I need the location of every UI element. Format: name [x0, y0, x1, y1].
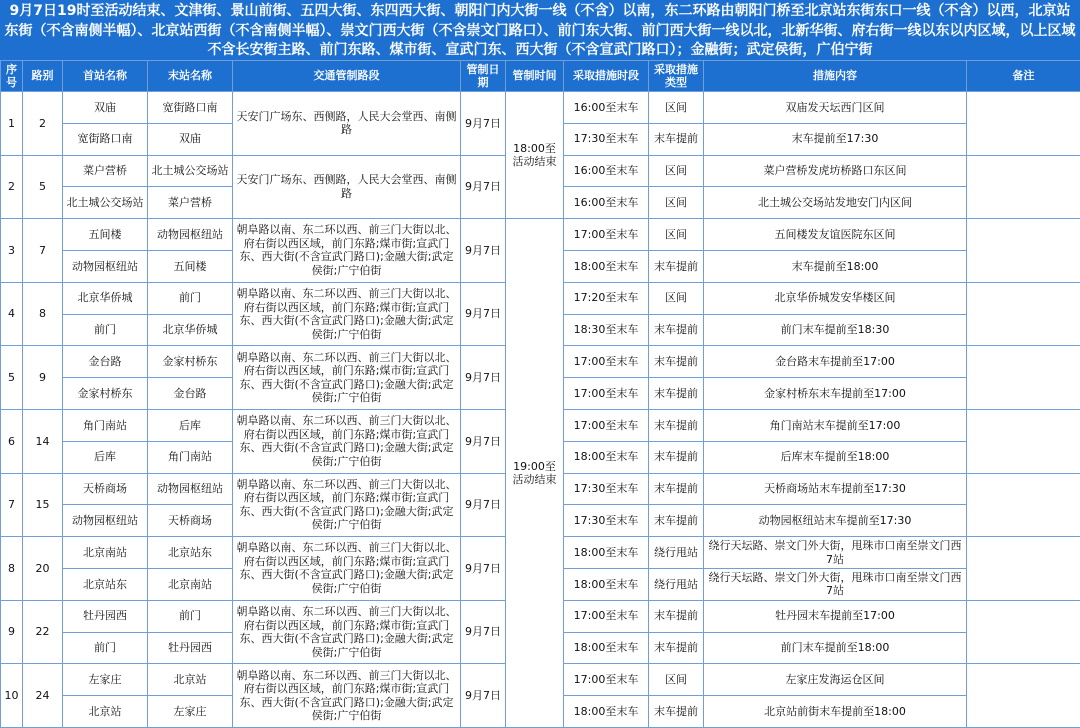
control-date-cell: 9月7日 — [461, 155, 506, 219]
first-stop-cell: 宽街路口南 — [63, 123, 148, 155]
control-section-text: 朝阜路以南、东二环以西、前三门大街以北、府右街以西区域，前门东路;煤市街;宣武门东、西大街(不含宣武门路口);金融大街;武定侯街;广宁伯街 — [235, 223, 458, 277]
table-row — [1, 92, 1080, 124]
measure-type-cell: 区间 — [649, 219, 704, 251]
measure-type-cell: 区间 — [649, 187, 704, 219]
first-stop-cell: 菜户营桥 — [63, 155, 148, 187]
first-stop-cell: 角门南站 — [63, 409, 148, 441]
last-stop-cell: 双庙 — [148, 123, 233, 155]
control-section-cell — [233, 409, 461, 473]
measure-type-cell: 区间 — [649, 155, 704, 187]
period-cell: 16:00至末车 — [564, 92, 649, 124]
measure-content-cell: 前门末车提前至18:30 — [704, 314, 967, 346]
first-stop-cell: 双庙 — [63, 92, 148, 124]
last-stop-cell: 牡丹园西 — [148, 632, 233, 664]
first-stop-cell: 后库 — [63, 441, 148, 473]
control-section-text: 天安门广场东、西侧路，人民大会堂西、南侧路 — [235, 173, 458, 200]
control-time-cell: 19:00至活动结束 — [506, 219, 564, 728]
seq-cell: 5 — [1, 346, 23, 410]
control-section-cell — [233, 473, 461, 537]
remark-cell — [967, 282, 1080, 346]
measure-type-cell: 末车提前 — [649, 123, 704, 155]
remark-cell — [967, 92, 1080, 156]
route-number-cell: 7 — [23, 219, 63, 283]
header-measure-type: 采取措施类型 — [649, 61, 704, 92]
header-route: 路别 — [23, 61, 63, 92]
control-section-text: 朝阜路以南、东二环以西、前三门大街以北、府右街以西区域，前门东路;煤市街;宣武门东、西大街(不含宣武门路口);金融大街;武定侯街;广宁伯街 — [235, 541, 458, 595]
seq-cell: 4 — [1, 282, 23, 346]
measure-content-cell: 五间楼发友谊医院东区间 — [704, 219, 967, 251]
control-section-cell — [233, 346, 461, 410]
header-seq: 序号 — [1, 61, 23, 92]
last-stop-cell: 北京站 — [148, 664, 233, 696]
seq-cell: 9 — [1, 600, 23, 664]
first-stop-cell: 北京南站 — [63, 537, 148, 569]
measure-type-cell: 区间 — [649, 664, 704, 696]
control-section-cell — [233, 219, 461, 283]
period-cell: 18:00至末车 — [564, 568, 649, 600]
remark-cell — [967, 409, 1080, 473]
control-time-cell: 18:00至活动结束 — [506, 92, 564, 219]
last-stop-cell: 前门 — [148, 282, 233, 314]
first-stop-cell: 金家村桥东 — [63, 378, 148, 410]
period-cell: 17:30至末车 — [564, 123, 649, 155]
measure-content-cell: 前门末车提前至18:00 — [704, 632, 967, 664]
control-section-cell — [233, 664, 461, 728]
route-number-cell: 24 — [23, 664, 63, 728]
control-section-cell — [233, 282, 461, 346]
measure-content-cell: 牡丹园末车提前至17:00 — [704, 600, 967, 632]
control-section-text: 朝阜路以南、东二环以西、前三门大街以北、府右街以西区域，前门东路;煤市街;宣武门东、西大街(不含宣武门路口);金融大街;武定侯街;广宁伯街 — [235, 605, 458, 659]
control-date-cell: 9月7日 — [461, 346, 506, 410]
route-number-cell: 14 — [23, 409, 63, 473]
seq-cell: 6 — [1, 409, 23, 473]
remark-cell — [967, 219, 1080, 283]
first-stop-cell: 金台路 — [63, 346, 148, 378]
measure-content-cell: 动物园枢纽站末车提前至17:30 — [704, 505, 967, 537]
measure-content-cell: 天桥商场站末车提前至17:30 — [704, 473, 967, 505]
measure-type-cell: 末车提前 — [649, 346, 704, 378]
header-period: 采取措施时段 — [564, 61, 649, 92]
control-section-text: 朝阜路以南、东二环以西、前三门大街以北、府右街以西区域，前门东路;煤市街;宣武门东、西大街(不含宣武门路口);金融大街;武定侯街;广宁伯街 — [235, 414, 458, 468]
period-cell: 18:00至末车 — [564, 250, 649, 282]
route-number-cell: 15 — [23, 473, 63, 537]
measure-content-cell: 北土城公交场站发地安门内区间 — [704, 187, 967, 219]
measure-content-cell: 角门南站末车提前至17:00 — [704, 409, 967, 441]
last-stop-cell: 动物园枢纽站 — [148, 219, 233, 251]
measure-type-cell: 区间 — [649, 92, 704, 124]
control-section-cell — [233, 92, 461, 156]
seq-cell: 2 — [1, 155, 23, 219]
route-number-cell: 5 — [23, 155, 63, 219]
seq-cell: 1 — [1, 92, 23, 156]
measure-content-cell: 绕行天坛路、崇文门外大街，甩珠市口南至崇文门西7站 — [704, 537, 967, 569]
remark-cell — [967, 155, 1080, 219]
route-number-cell: 2 — [23, 92, 63, 156]
control-date-cell: 9月7日 — [461, 282, 506, 346]
first-stop-cell: 牡丹园西 — [63, 600, 148, 632]
header-section: 交通管制路段 — [233, 61, 461, 92]
measure-type-cell: 末车提前 — [649, 378, 704, 410]
period-cell: 18:00至末车 — [564, 632, 649, 664]
seq-cell: 8 — [1, 537, 23, 601]
period-cell: 16:00至末车 — [564, 187, 649, 219]
control-section-cell — [233, 155, 461, 219]
last-stop-cell: 角门南站 — [148, 441, 233, 473]
measure-type-cell: 末车提前 — [649, 600, 704, 632]
measure-content-cell: 左家庄发海运仓区间 — [704, 664, 967, 696]
period-cell: 17:30至末车 — [564, 505, 649, 537]
control-date-cell: 9月7日 — [461, 600, 506, 664]
measure-type-cell: 末车提前 — [649, 314, 704, 346]
control-section-cell — [233, 537, 461, 601]
last-stop-cell: 左家庄 — [148, 696, 233, 728]
table-body — [1, 92, 1080, 728]
period-cell: 17:30至末车 — [564, 473, 649, 505]
control-section-text: 朝阜路以南、东二环以西、前三门大街以北、府右街以西区域，前门东路;煤市街;宣武门东、西大街(不含宣武门路口);金融大街;武定侯街;广宁伯街 — [235, 287, 458, 341]
last-stop-cell: 天桥商场 — [148, 505, 233, 537]
period-cell: 18:00至末车 — [564, 537, 649, 569]
header-time: 管制时间 — [506, 61, 564, 92]
control-date-cell: 9月7日 — [461, 92, 506, 156]
measure-type-cell: 绕行甩站 — [649, 568, 704, 600]
remark-cell — [967, 346, 1080, 410]
measure-content-cell: 末车提前至17:30 — [704, 123, 967, 155]
last-stop-cell: 宽街路口南 — [148, 92, 233, 124]
header-row — [1, 61, 1080, 92]
measure-content-cell: 金家村桥东末车提前至17:00 — [704, 378, 967, 410]
first-stop-cell: 北京站东 — [63, 568, 148, 600]
header-last-stop: 末站名称 — [148, 61, 233, 92]
period-cell: 17:20至末车 — [564, 282, 649, 314]
route-number-cell: 9 — [23, 346, 63, 410]
measure-type-cell: 末车提前 — [649, 473, 704, 505]
last-stop-cell: 金台路 — [148, 378, 233, 410]
period-cell: 17:00至末车 — [564, 600, 649, 632]
measure-type-cell: 末车提前 — [649, 441, 704, 473]
remark-cell — [967, 473, 1080, 537]
measure-content-cell: 北京华侨城发安华楼区间 — [704, 282, 967, 314]
route-number-cell: 22 — [23, 600, 63, 664]
first-stop-cell: 天桥商场 — [63, 473, 148, 505]
period-cell: 17:00至末车 — [564, 664, 649, 696]
control-section-cell — [233, 600, 461, 664]
last-stop-cell: 北京站东 — [148, 537, 233, 569]
first-stop-cell: 动物园枢纽站 — [63, 250, 148, 282]
seq-cell: 7 — [1, 473, 23, 537]
first-stop-cell: 北京华侨城 — [63, 282, 148, 314]
remark-cell — [967, 537, 1080, 601]
last-stop-cell: 动物园枢纽站 — [148, 473, 233, 505]
period-cell: 17:00至末车 — [564, 378, 649, 410]
measure-type-cell: 末车提前 — [649, 696, 704, 728]
first-stop-cell: 北土城公交场站 — [63, 187, 148, 219]
route-number-cell: 8 — [23, 282, 63, 346]
measure-content-cell: 菜户营桥发虎坊桥路口东区间 — [704, 155, 967, 187]
period-cell: 17:00至末车 — [564, 219, 649, 251]
last-stop-cell: 菜户营桥 — [148, 187, 233, 219]
last-stop-cell: 前门 — [148, 600, 233, 632]
last-stop-cell: 北京华侨城 — [148, 314, 233, 346]
measure-type-cell: 末车提前 — [649, 632, 704, 664]
measure-content-cell: 绕行天坛路、崇文门外大街，甩珠市口南至崇文门西7站 — [704, 568, 967, 600]
period-cell: 18:30至末车 — [564, 314, 649, 346]
period-cell: 18:00至末车 — [564, 441, 649, 473]
measure-content-cell: 后库末车提前至18:00 — [704, 441, 967, 473]
last-stop-cell: 北京南站 — [148, 568, 233, 600]
period-cell: 16:00至末车 — [564, 155, 649, 187]
first-stop-cell: 动物园枢纽站 — [63, 505, 148, 537]
period-cell: 18:00至末车 — [564, 696, 649, 728]
traffic-control-table — [0, 60, 1080, 728]
seq-cell: 10 — [1, 664, 23, 728]
remark-cell — [967, 664, 1080, 728]
control-date-cell: 9月7日 — [461, 409, 506, 473]
route-number-cell: 20 — [23, 537, 63, 601]
measure-content-cell: 末车提前至18:00 — [704, 250, 967, 282]
control-section-text: 朝阜路以南、东二环以西、前三门大街以北、府右街以西区域，前门东路;煤市街;宣武门东、西大街(不含宣武门路口);金融大街;武定侯街;广宁伯街 — [235, 669, 458, 723]
measure-type-cell: 绕行甩站 — [649, 537, 704, 569]
first-stop-cell: 五间楼 — [63, 219, 148, 251]
control-date-cell: 9月7日 — [461, 219, 506, 283]
control-section-text: 朝阜路以南、东二环以西、前三门大街以北、府右街以西区域，前门东路;煤市街;宣武门东、西大街(不含宣武门路口);金融大街;武定侯街;广宁伯街 — [235, 478, 458, 532]
measure-type-cell: 末车提前 — [649, 409, 704, 441]
remark-cell — [967, 600, 1080, 664]
header-date: 管制日期 — [461, 61, 506, 92]
measure-content-cell: 双庙发天坛西门区间 — [704, 92, 967, 124]
control-date-cell: 9月7日 — [461, 537, 506, 601]
header-remark: 备注 — [967, 61, 1080, 92]
measure-type-cell: 末车提前 — [649, 250, 704, 282]
last-stop-cell: 五间楼 — [148, 250, 233, 282]
table-row — [1, 219, 1080, 251]
control-section-text: 朝阜路以南、东二环以西、前三门大街以北、府右街以西区域，前门东路;煤市街;宣武门东、西大街(不含宣武门路口);金融大街;武定侯街;广宁伯街 — [235, 351, 458, 405]
last-stop-cell: 后库 — [148, 409, 233, 441]
last-stop-cell: 北土城公交场站 — [148, 155, 233, 187]
first-stop-cell: 前门 — [63, 632, 148, 664]
first-stop-cell: 左家庄 — [63, 664, 148, 696]
measure-content-cell: 金台路末车提前至17:00 — [704, 346, 967, 378]
first-stop-cell: 北京站 — [63, 696, 148, 728]
seq-cell: 3 — [1, 219, 23, 283]
measure-content-cell: 北京站前街末车提前至18:00 — [704, 696, 967, 728]
first-stop-cell: 前门 — [63, 314, 148, 346]
control-section-text: 天安门广场东、西侧路，人民大会堂西、南侧路 — [235, 110, 458, 137]
measure-type-cell: 末车提前 — [649, 505, 704, 537]
period-cell: 17:00至末车 — [564, 409, 649, 441]
control-date-cell: 9月7日 — [461, 473, 506, 537]
period-cell: 17:00至末车 — [564, 346, 649, 378]
measure-type-cell: 区间 — [649, 282, 704, 314]
header-first-stop: 首站名称 — [63, 61, 148, 92]
header-measure-content: 措施内容 — [704, 61, 967, 92]
last-stop-cell: 金家村桥东 — [148, 346, 233, 378]
control-date-cell: 9月7日 — [461, 664, 506, 728]
notice-banner: 9月7日19时至活动结束、文津街、景山前街、五四大街、东四西大街、朝阳门内大街一线（不含）以南，东二环路由朝阳门桥至北京站东街东口一线（不含）以西，北京站东街（不含南侧半幅）、北京站西街（不含南侧半幅）、崇文门西大街（不含崇文门路口）、前门东大街、前门西大街一线以北，北新华街、府右街一线以东以内区域，以上区域不含长安街主路、前门东路、煤市街、宣武门东、西大街（不含宣武门路口）；金融街；武定侯街，广伯宁街 — [0, 0, 1080, 60]
